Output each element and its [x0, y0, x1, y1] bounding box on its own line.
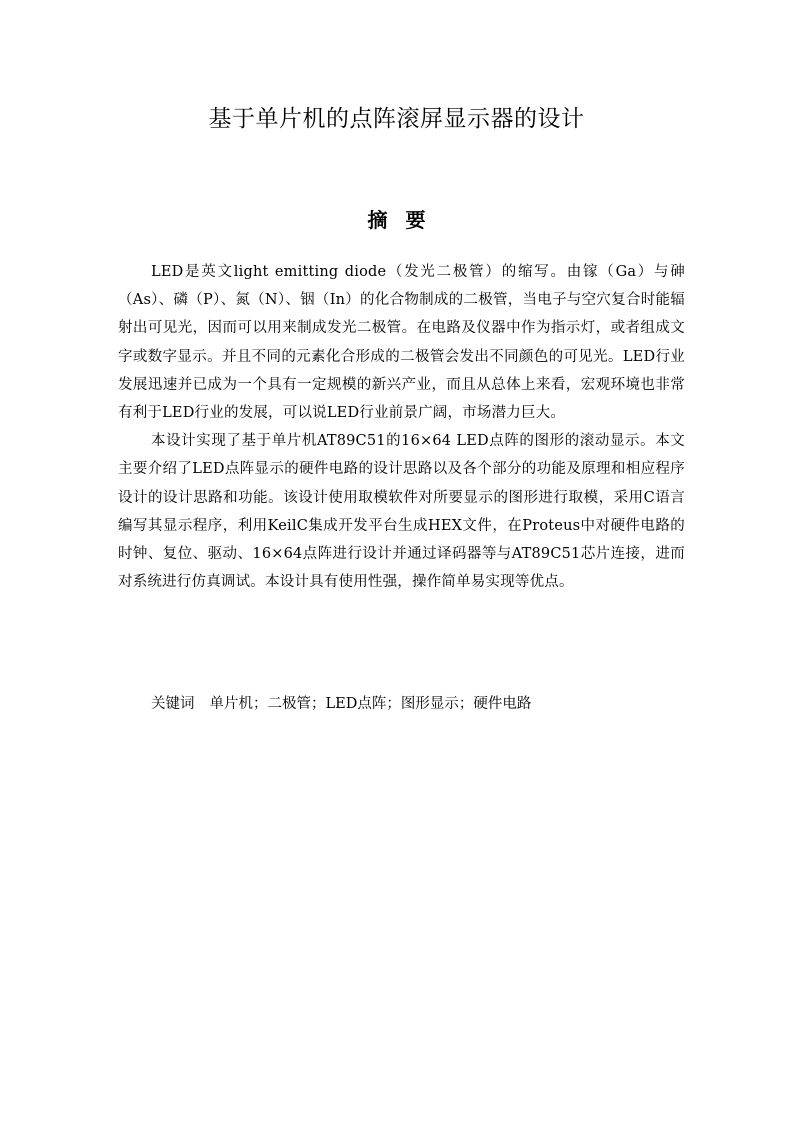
abstract-body	[118, 258, 685, 596]
abstract-paragraph-1: LED是英文light emitting diode（发光二极管）的缩写。由镓（Ga）与砷（As）、磷（P）、氮（N）、铟（In）的化合物制成的二极管，当电子与空穴复合时能辐射出可见光，因而可以用来制成发光二极管。在电路及仪器中作为指示灯，或者组成文字或数字显示。并且不同的元素化合形成的二极管会发出不同颜色的可见光。LED行业发展迅速并已成为一个具有一定规模的新兴产业，而且从总体上来看，宏观环境也非常有利于LED行业的发展，可以说LED行业前景广阔，市场潜力巨大。	[118, 264, 685, 422]
abstract-heading: 摘要	[367, 208, 444, 232]
abstract-paragraph-2: 本设计实现了基于单片机AT89C51的16×64 LED点阵的图形的滚动显示。本文主要介绍了LED点阵显示的硬件电路的设计思路以及各个部分的功能及原理和相应程序设计的设计思路和功能。该设计使用取模软件对所要显示的图形进行取模，采用C语言编写其显示程序，利用KeilC集成开发平台生成HEX文件，在Proteus中对硬件电路的时钟、复位、驱动、16×64点阵进行设计并通过译码器等与AT89C51芯片连接，进而对系统进行仿真调试。本设计具有使用性强，操作简单易实现等优点。	[118, 433, 685, 591]
keywords-list: 单片机；二极管；LED点阵；图形显示；硬件电路	[209, 696, 532, 712]
paper-title: 基于单片机的点阵滚屏显示器的设计	[208, 106, 585, 132]
keywords-label: 关键词	[151, 696, 195, 712]
keywords-line	[151, 691, 531, 717]
